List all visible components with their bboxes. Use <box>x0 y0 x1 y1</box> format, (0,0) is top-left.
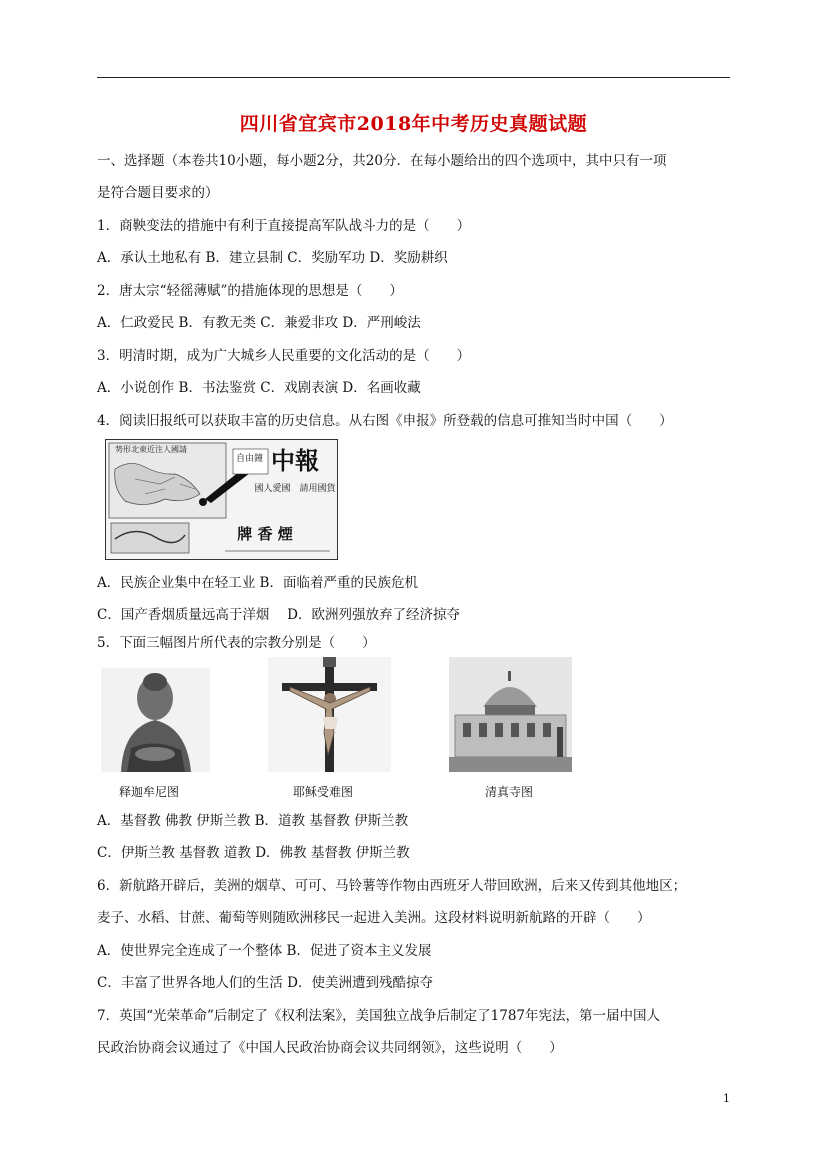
shenbao-newspaper-figure <box>105 439 338 560</box>
header-rule <box>97 77 730 78</box>
q4-options-ab: A．民族企业集中在轻工业 B．面临着严重的民族危机 <box>97 575 418 591</box>
q2-stem: 2．唐太宗“轻徭薄赋”的措施体现的思想是（ ） <box>97 283 403 299</box>
caption-crucifixion: 耶稣受难图 <box>293 785 354 799</box>
q7-stem-line2: 民政治协商会议通过了《中国人民政治协商会议共同纲领》，这些说明（ ） <box>97 1040 563 1056</box>
crucifixion-image <box>268 657 391 772</box>
q4-stem: 4．阅读旧报纸可以获取丰富的历史信息。从右图《申报》所登载的信息可推知当时中国（ ） <box>97 413 673 429</box>
q1-stem: 1．商鞅变法的措施中有利于直接提高军队战斗力的是（ ） <box>97 218 471 234</box>
section-instructions-line2: 是符合题目要求的） <box>97 185 219 201</box>
cigarette-ad-text: 牌 香 煙 <box>237 525 293 543</box>
q6-stem-line1: 6．新航路开辟后，美洲的烟草、可可、马铃薯等作物由西班牙人带回欧洲，后来又传到其他地区； <box>97 878 687 894</box>
page-title: 四川省宜宾市2018年中考历史真题试题 <box>239 113 588 135</box>
caption-buddha: 释迦牟尼图 <box>119 785 180 799</box>
q2-options: A．仁政爱民 B．有教无类 C．兼爱非攻 D．严刑峻法 <box>97 315 421 331</box>
page-number: 1 <box>723 1092 730 1105</box>
q5-options-cd: C．伊斯兰教 基督教 道教 D．佛教 基督教 伊斯兰教 <box>97 845 410 861</box>
mosque-image <box>449 657 572 772</box>
q1-options: A．承认土地私有 B．建立县制 C．奖励军功 D．奖励耕织 <box>97 250 448 266</box>
q6-stem-line2: 麦子、水稻、甘蔗、葡萄等则随欧洲移民一起进入美洲。这段材料说明新航路的开辟（ ） <box>97 910 651 926</box>
q3-options: A．小说创作 B．书法鉴赏 C．戏剧表演 D．名画收藏 <box>97 380 421 396</box>
q3-stem: 3．明清时期，成为广大城乡人民重要的文化活动的是（ ） <box>97 348 471 364</box>
q5-options-ab: A．基督教 佛教 伊斯兰教 B．道教 基督教 伊斯兰教 <box>97 813 409 829</box>
masthead: 中報 <box>271 446 319 475</box>
newspaper-slogan: 國人愛國 請用國貨 <box>254 484 336 494</box>
q4-options-cd: C．国产香烟质量远高于洋烟 D．欧洲列强放弃了经济掠夺 <box>97 607 460 623</box>
map-caption: 势形北東近注人國請 <box>115 445 187 454</box>
q6-options-ab: A．使世界完全连成了一个整体 B．促进了资本主义发展 <box>97 943 432 959</box>
q6-options-cd: C．丰富了世界各地人们的生活 D．使美洲遭到残酷掠夺 <box>97 975 433 991</box>
newspaper-image <box>105 439 338 560</box>
section-instructions-line1: 一、选择题（本卷共10小题，每小题2分，共20分．在每小题给出的四个选项中，其中只有一项 <box>97 153 667 169</box>
newspaper-brand-label: 自由鐘 <box>236 454 264 464</box>
caption-mosque: 清真寺图 <box>485 785 534 799</box>
q7-stem-line1: 7．英国“光荣革命”后制定了《权利法案》，美国独立战争后制定了1787年宪法，第一届中国人 <box>97 1008 660 1024</box>
buddha-image <box>101 668 210 772</box>
q5-stem: 5．下面三幅图片所代表的宗教分别是（ ） <box>97 635 376 651</box>
